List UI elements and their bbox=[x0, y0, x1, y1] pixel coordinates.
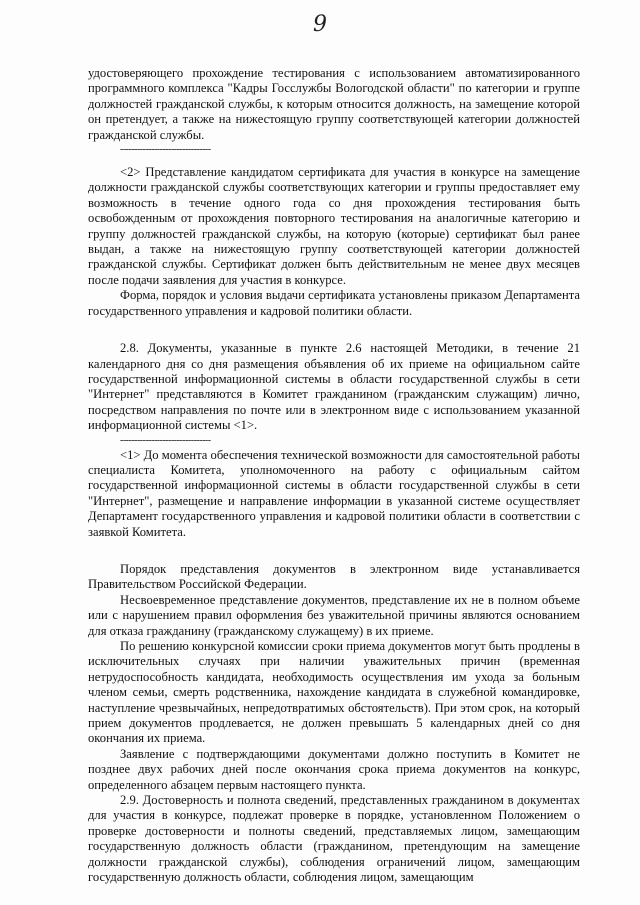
paragraph-electronic-order: Порядок представления документов в электронном виде устанавливается Правительством Российской Федерации. bbox=[88, 561, 580, 592]
footnote-separator: -------------------------------- bbox=[120, 144, 211, 156]
footnote-2: <2> Представление кандидатом сертификата для участия в конкурсе на замещение должности гражданской службы соответствующих категории и группы предоставляет ему возможность в течение одного года со дня прохождения тестирования быть освобожденным от прохождения повторного тестирования на аналогичные категорию и группу должностей гражданской службы, на которую (которые) сертификат был ранее выдан, а также на нижестоящую группу соответствующей категории должностей гражданской службы. Сертификат должен быть действительным не менее двух месяцев после подачи заявления для участия в конкурсе. bbox=[88, 165, 580, 287]
paragraph-late-submission: Несвоевременное представление документов, представление их не в полном объеме или с нарушением правил оформления без уважительной причины являются основанием для отказа гражданину (гражданскому служащему) в их приеме. bbox=[88, 592, 580, 638]
paragraph-application-deadline: Заявление с подтверждающими документами должно поступить в Комитет не позднее двух рабочих дней после окончания срока приема документов на конкурс, определенного абзацем первым настоящего пункта. bbox=[88, 746, 580, 792]
page-number: 9 bbox=[313, 12, 327, 37]
footnote-separator: -------------------------------- bbox=[120, 434, 211, 446]
document-body bbox=[88, 66, 580, 886]
paragraph-deadline-extension: По решению конкурсной комиссии сроки приема документов могут быть продлены в исключительных случаях при наличии уважительных причин (временная нетрудоспособность кандидата, необходимость осуществления им ухода за больным членом семьи, смерть родственника, нахождение кандидата в служебной командировке, наступление чрезвычайных, непредотвратимых обстоятельств). При этом срок, на который прием документов продлевается, не должен превышать 5 календарных дней со дня окончания их приема. bbox=[88, 639, 580, 746]
paragraph-2-8: 2.8. Документы, указанные в пункте 2.6 настоящей Методики, в течение 21 календарного дня со дня размещения объявления об их приеме на официальном сайте государственной информационной системы в области государственной службы в сети "Интернет" представляются в Комитет гражданином (гражданским служащим) лично, посредством направления по почте или в электронном виде с использованием указанной информационной системы <1>. bbox=[88, 341, 580, 433]
paragraph-2-9: 2.9. Достоверность и полнота сведений, представленных гражданином в документах для участия в конкурсе, подлежат проверке в порядке, установленном Положением о проверке достоверности и полноты сведений, представляемых лицом, замещающим государственную должность области (гражданином, претендующим на замещение должности гражданской службы), соблюдения ограничений лицом, замещающим государственную должность области, соблюдения лицом, замещающим bbox=[88, 793, 580, 885]
paragraph-continuation: удостоверяющего прохождение тестирования с использованием автоматизированного программного комплекса "Кадры Госслужбы Вологодской области" по категории и группе должностей гражданской службы, к которым относится должность, на замещение которой он претендует, а также на нижестоящую группу соответствующей категории должностей гражданской службы. bbox=[88, 66, 580, 142]
paragraph-certificate-form: Форма, порядок и условия выдачи сертификата установлены приказом Департамента государственного управления и кадровой политики области. bbox=[88, 288, 580, 318]
footnote-1: <1> До момента обеспечения технической возможности для самостоятельной работы специалиста Комитета, уполномоченного на работу с официальным сайтом государственной информационной системы в области государственной службы в сети "Интернет", размещение и направление информации в указанной системе осуществляет Департамент государственного управления и кадровой политики области в соответствии с заявкой Комитета. bbox=[88, 447, 580, 539]
